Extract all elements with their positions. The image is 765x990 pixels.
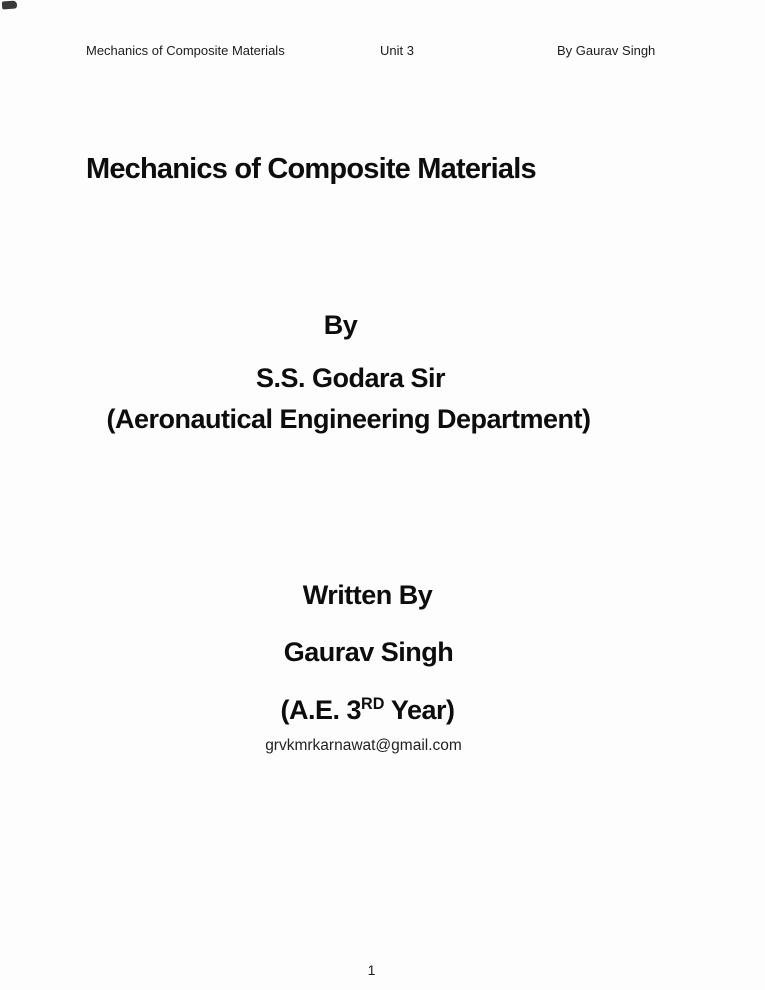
author-name: S.S. Godara Sir (255, 363, 446, 393)
page-number: 1 (367, 962, 376, 978)
year-line (0, 688, 750, 727)
scan-ink-smudge (2, 0, 18, 9)
written-by-label: Written By (302, 580, 433, 610)
email-text: grvkmrkarnawat@gmail.com (265, 737, 462, 754)
department-line: (Aeronautical Engineering Department) (106, 404, 591, 434)
header-author-credit: By Gaurav Singh (557, 43, 656, 58)
year-line-prefix: (A.E. 3 (280, 695, 362, 725)
by-label: By (323, 310, 358, 340)
document-title: Mechanics of Composite Materials (86, 153, 536, 186)
year-line-suffix: Year) (384, 695, 455, 725)
header-course-title: Mechanics of Composite Materials (86, 43, 285, 58)
writer-name: Gaurav Singh (283, 637, 454, 667)
year-ordinal-superscript: RD (361, 695, 385, 713)
header-unit-label: Unit 3 (380, 43, 414, 58)
